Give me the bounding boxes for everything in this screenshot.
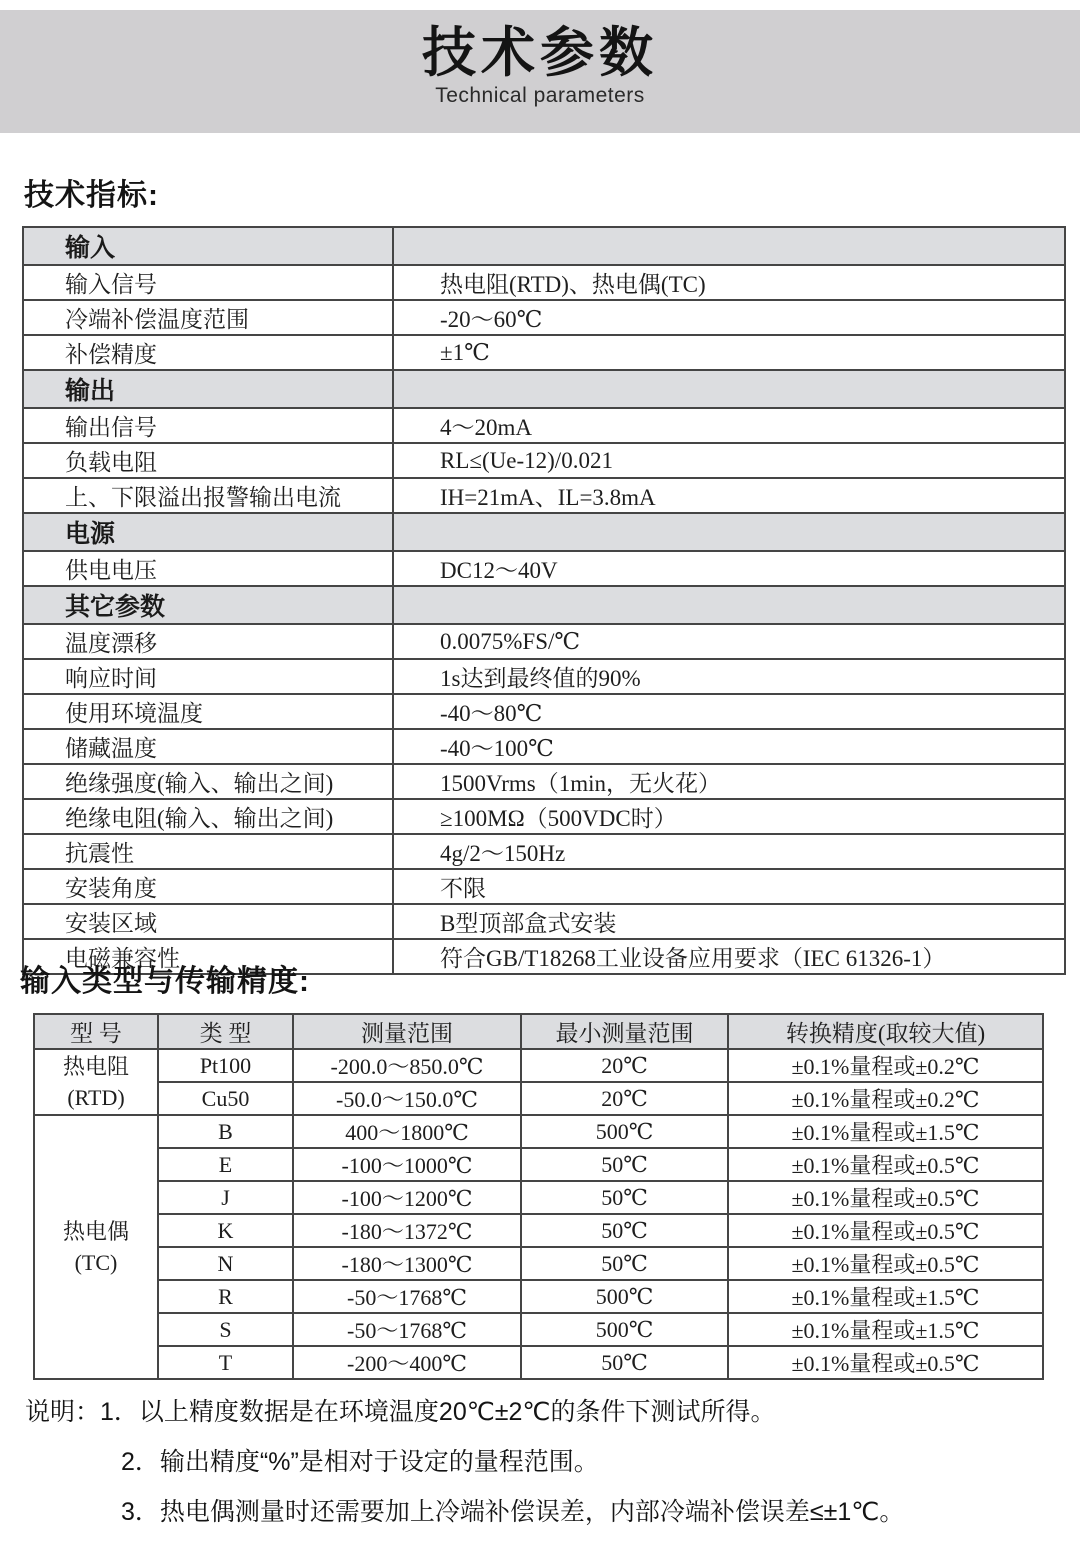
spec-row-label: 冷端补偿温度范围 [23,300,393,335]
spec-row-label: 绝缘电阻(输入、输出之间) [23,799,393,834]
sensor-model-line: 热电阻 [62,1054,129,1079]
type-table-cell: J [158,1181,293,1214]
type-table-cell: ±0.1%量程或±0.5℃ [728,1148,1043,1181]
spec-item-row [23,694,1065,729]
page-title: 技术参数 [422,23,658,83]
type-table-cell: N [158,1247,293,1280]
page-subtitle: Technical parameters [435,84,645,107]
type-table-cell: T [158,1346,293,1379]
type-table-cell: ±0.1%量程或±0.2℃ [728,1082,1043,1115]
type-table-row [34,1148,1043,1181]
type-table-row [34,1082,1043,1115]
type-table-cell: R [158,1280,293,1313]
spec-row-label: 使用环境温度 [23,694,393,729]
type-table-cell: S [158,1313,293,1346]
sensor-model-line: 热电偶 [62,1219,129,1244]
spec-row-label: 电源 [23,513,393,551]
type-table-cell: Pt100 [158,1049,293,1082]
type-table-cell: K [158,1214,293,1247]
note-line: 3．热电偶测量时还需要加上冷端补偿误差，内部冷端补偿误差≤±1℃。 [121,1498,905,1526]
type-table-cell: -50.0～150.0℃ [293,1082,521,1115]
spec-row-value: DC12～40V [393,551,1065,586]
type-table-cell: 50℃ [521,1346,728,1379]
spec-section-row [23,513,1065,551]
type-table-cell: 500℃ [521,1280,728,1313]
spec-section-heading: 技术指标: [24,179,159,212]
type-table-cell: -100～1200℃ [293,1181,521,1214]
sensor-model-cell [34,1115,158,1379]
sensor-model-line: (TC) [74,1250,118,1275]
spec-item-row [23,551,1065,586]
type-table-cell: ±0.1%量程或±0.5℃ [728,1181,1043,1214]
type-table-cell: ±0.1%量程或±0.5℃ [728,1346,1043,1379]
spec-item-row [23,869,1065,904]
spec-row-label: 安装区域 [23,904,393,939]
spec-row-value: ±1℃ [393,335,1065,370]
spec-row-label: 储藏温度 [23,729,393,764]
sensor-model-cell [34,1049,158,1115]
spec-row-value: RL≤(Ue-12)/0.021 [393,443,1065,478]
type-table-cell: -50～1768℃ [293,1313,521,1346]
spec-table [22,226,1066,975]
spec-row-label: 输出 [23,370,393,408]
type-table-row [34,1313,1043,1346]
spec-row-label: 其它参数 [23,586,393,624]
spec-row-value: 符合GB/T18268工业设备应用要求（IEC 61326-1） [393,939,1065,974]
spec-item-row [23,764,1065,799]
spec-row-value: 1500Vrms（1min，无火花） [393,764,1065,799]
spec-row-value: -20～60℃ [393,300,1065,335]
spec-row-value [393,513,1065,551]
spec-row-label: 负载电阻 [23,443,393,478]
type-table-cell: 500℃ [521,1115,728,1148]
type-table-row [34,1247,1043,1280]
spec-row-label: 供电电压 [23,551,393,586]
spec-section-row [23,227,1065,265]
note-text: 1．以上精度数据是在环境温度20℃±2℃的条件下测试所得。 [100,1398,776,1426]
spec-section-row [23,586,1065,624]
title-band [0,10,1080,133]
type-section-heading: 输入类型与传输精度: [20,965,310,998]
type-table-cell: 50℃ [521,1214,728,1247]
type-table-cell: -50～1768℃ [293,1280,521,1313]
type-table-row [34,1115,1043,1148]
note-line: 2．输出精度“%”是相对于设定的量程范围。 [121,1448,599,1476]
spec-item-row [23,834,1065,869]
type-table-cell: B [158,1115,293,1148]
spec-item-row [23,335,1065,370]
spec-row-label: 补偿精度 [23,335,393,370]
type-table-cell: ±0.1%量程或±0.2℃ [728,1049,1043,1082]
spec-item-row [23,729,1065,764]
type-table-row [34,1049,1043,1082]
spec-row-value: 1s达到最终值的90% [393,659,1065,694]
type-table-column-header: 转换精度(取较大值) [728,1014,1043,1049]
spec-item-row [23,300,1065,335]
spec-row-value [393,227,1065,265]
spec-item-row [23,624,1065,659]
spec-item-row [23,659,1065,694]
spec-row-value: ≥100MΩ（500VDC时） [393,799,1065,834]
type-table-cell: 50℃ [521,1148,728,1181]
note-line [25,1394,1055,1444]
type-table-cell: -100～1000℃ [293,1148,521,1181]
spec-row-value: -40～80℃ [393,694,1065,729]
type-table-cell: 50℃ [521,1181,728,1214]
type-table-cell: -200～400℃ [293,1346,521,1379]
spec-row-value [393,586,1065,624]
type-table-cell: 400～1800℃ [293,1115,521,1148]
spec-row-label: 输入 [23,227,393,265]
type-table-cell: Cu50 [158,1082,293,1115]
notes-prefix: 说明： [25,1398,101,1426]
spec-row-value: IH=21mA、IL=3.8mA [393,478,1065,513]
type-table-row [34,1214,1043,1247]
spec-item-row [23,443,1065,478]
type-table-column-header: 型 号 [34,1014,158,1049]
spec-row-label: 绝缘强度(输入、输出之间) [23,764,393,799]
spec-item-row [23,904,1065,939]
spec-row-label: 安装角度 [23,869,393,904]
type-table-row [34,1181,1043,1214]
type-table-cell: 20℃ [521,1082,728,1115]
spec-row-value: 4～20mA [393,408,1065,443]
type-table-cell: -200.0～850.0℃ [293,1049,521,1082]
type-table-cell: ±0.1%量程或±0.5℃ [728,1214,1043,1247]
spec-row-value: 0.0075%FS/℃ [393,624,1065,659]
type-accuracy-table [33,1013,1044,1380]
spec-row-value: 4g/2～150Hz [393,834,1065,869]
type-table-cell: E [158,1148,293,1181]
type-table-cell: 20℃ [521,1049,728,1082]
type-table-column-header: 测量范围 [293,1014,521,1049]
type-table-row [34,1346,1043,1379]
spec-row-label: 输出信号 [23,408,393,443]
spec-row-value: 热电阻(RTD)、热电偶(TC) [393,265,1065,300]
spec-section-row [23,370,1065,408]
type-table-cell: 500℃ [521,1313,728,1346]
type-table-cell: ±0.1%量程或±0.5℃ [728,1247,1043,1280]
notes [25,1394,1055,1544]
type-table-header-row [34,1014,1043,1049]
spec-item-row [23,265,1065,300]
type-table-column-header: 类 型 [158,1014,293,1049]
spec-row-label: 响应时间 [23,659,393,694]
spec-row-value: B型顶部盒式安装 [393,904,1065,939]
spec-row-label: 温度漂移 [23,624,393,659]
spec-row-value [393,370,1065,408]
spec-row-value: 不限 [393,869,1065,904]
spec-item-row [23,408,1065,443]
spec-row-label: 电磁兼容性 [23,939,393,974]
spec-row-label: 上、下限溢出报警输出电流 [23,478,393,513]
type-table-cell: ±0.1%量程或±1.5℃ [728,1313,1043,1346]
sensor-model-line: (RTD) [67,1085,125,1110]
type-table-cell: ±0.1%量程或±1.5℃ [728,1280,1043,1313]
type-table-cell: -180～1372℃ [293,1214,521,1247]
type-table-cell: -180～1300℃ [293,1247,521,1280]
spec-row-label: 输入信号 [23,265,393,300]
type-table-row [34,1280,1043,1313]
spec-item-row [23,799,1065,834]
type-table-cell: ±0.1%量程或±1.5℃ [728,1115,1043,1148]
spec-row-label: 抗震性 [23,834,393,869]
spec-item-row [23,478,1065,513]
type-table-cell: 50℃ [521,1247,728,1280]
spec-row-value: -40～100℃ [393,729,1065,764]
type-table-column-header: 最小测量范围 [521,1014,728,1049]
